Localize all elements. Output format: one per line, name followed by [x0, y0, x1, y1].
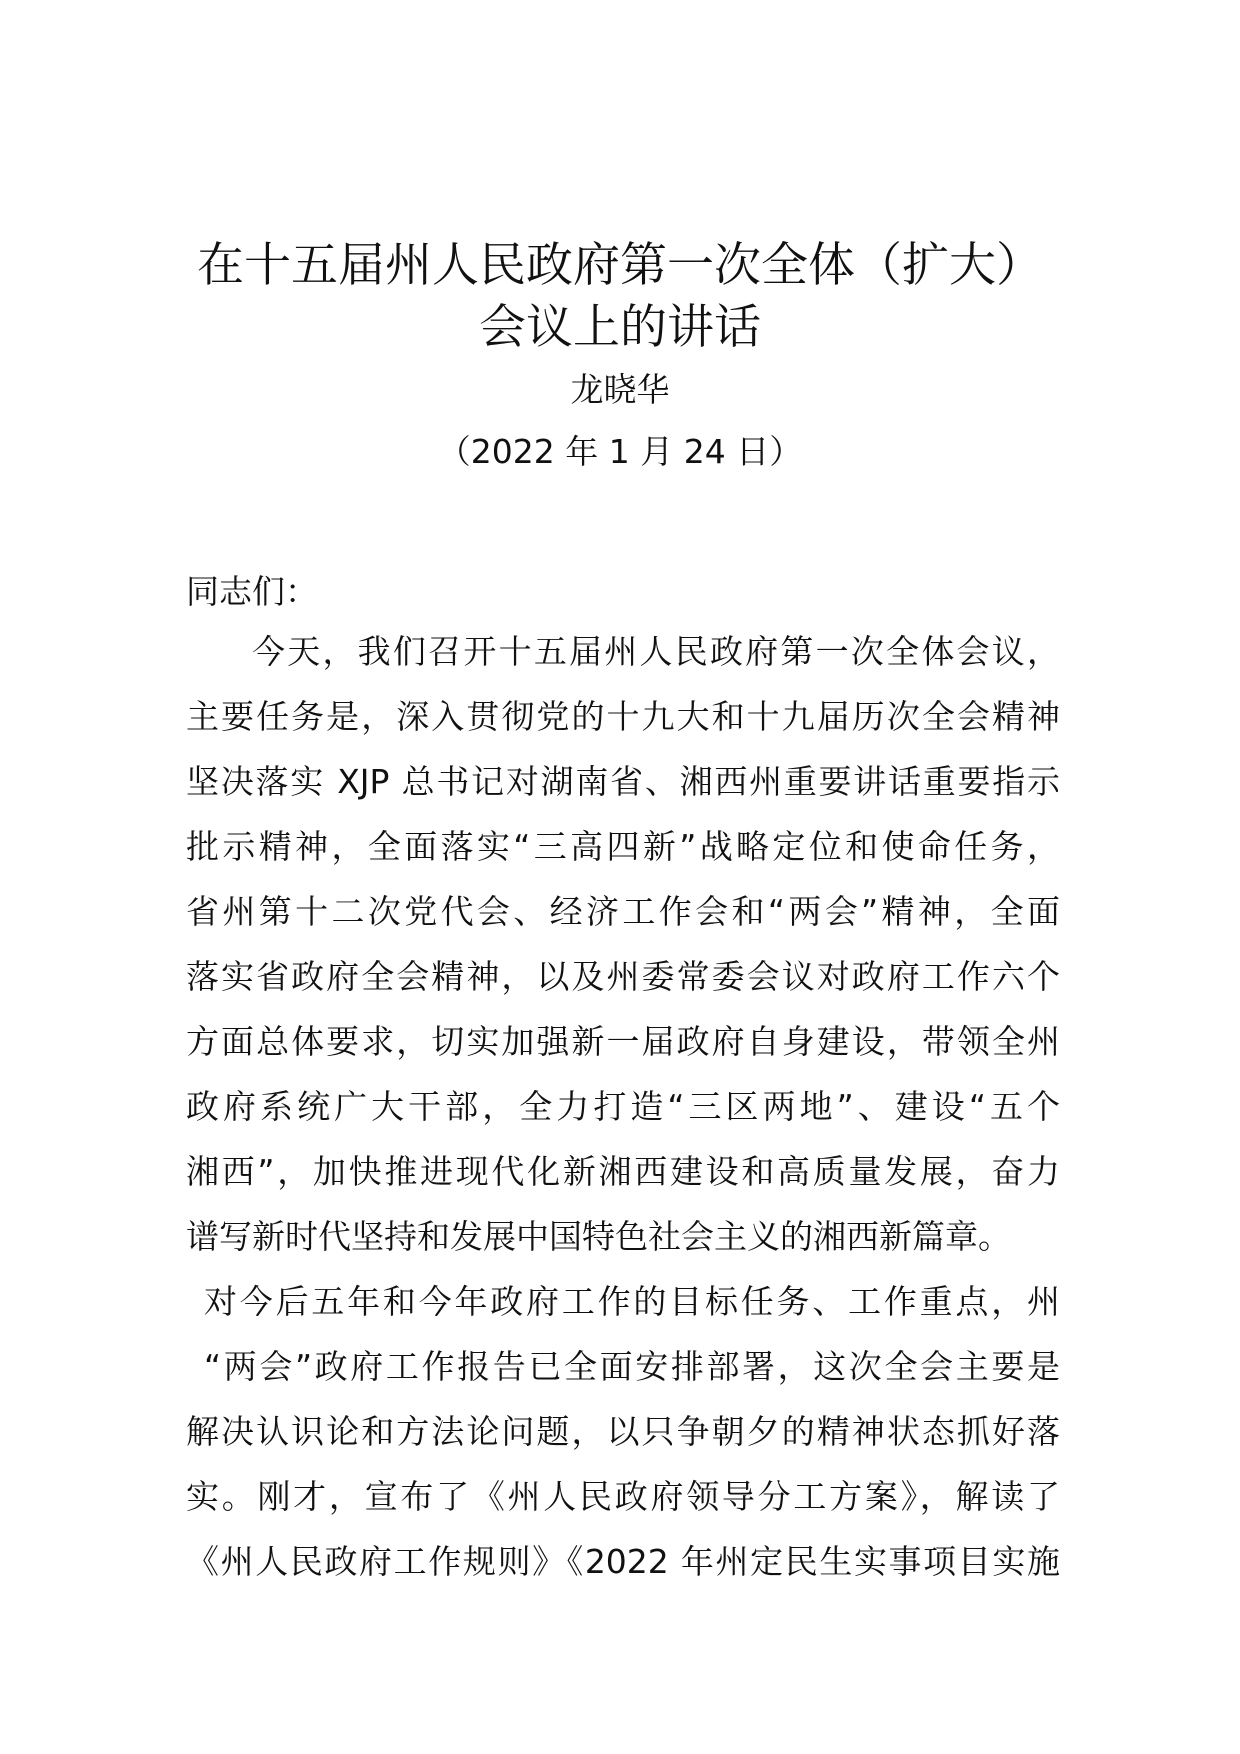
paragraph-line: 《州人民政府工作规则》《2022 年州定民生实事项目实施 — [186, 1542, 1060, 1581]
paragraph-line: 湘西”，加快推进现代化新湘西建设和高质量发展，奋力 — [186, 1152, 1060, 1191]
paragraph-line: “两会”政府工作报告已全面安排部署，这次全会主要是 — [204, 1347, 1060, 1386]
paragraph-line: 坚决落实 XJP 总书记对湖南省、湘西州重要讲话重要指示 — [186, 762, 1060, 801]
paragraph-line: 落实省政府全会精神，以及州委常委会议对政府工作六个 — [186, 957, 1060, 996]
document-title-line-2: 会议上的讲话 — [479, 300, 761, 355]
author-name: 龙晓华 — [570, 370, 670, 409]
paragraph-line: 对今后五年和今年政府工作的目标任务、工作重点，州 — [204, 1282, 1060, 1321]
paragraph-line: 省州第十二次党代会、经济工作会和“两会”精神，全面 — [186, 892, 1060, 931]
paragraph-line: 政府系统广大干部，全力打造“三区两地”、建设“五个 — [186, 1087, 1060, 1126]
paragraph-line: 今天，我们召开十五届州人民政府第一次全体会议， — [252, 632, 1060, 671]
paragraph-line: 主要任务是，深入贯彻党的十九大和十九届历次全会精神 — [186, 697, 1060, 736]
paragraph-line: 谱写新时代坚持和发展中国特色社会主义的湘西新篇章。 — [186, 1217, 1011, 1256]
paragraph-line: 方面总体要求，切实加强新一届政府自身建设，带领全州 — [186, 1022, 1060, 1061]
paragraph-line: 解决认识论和方法论问题，以只争朝夕的精神状态抓好落 — [186, 1412, 1060, 1451]
speech-date: （2022 年 1 月 24 日） — [437, 432, 803, 471]
paragraph-line: 批示精神，全面落实“三高四新”战略定位和使命任务， — [186, 827, 1060, 866]
greeting: 同志们： — [186, 572, 318, 611]
document-title-line-1: 在十五届州人民政府第一次全体（扩大） — [197, 238, 1043, 293]
paragraph-line: 实。刚才，宣布了《州人民政府领导分工方案》，解读了 — [186, 1477, 1060, 1516]
